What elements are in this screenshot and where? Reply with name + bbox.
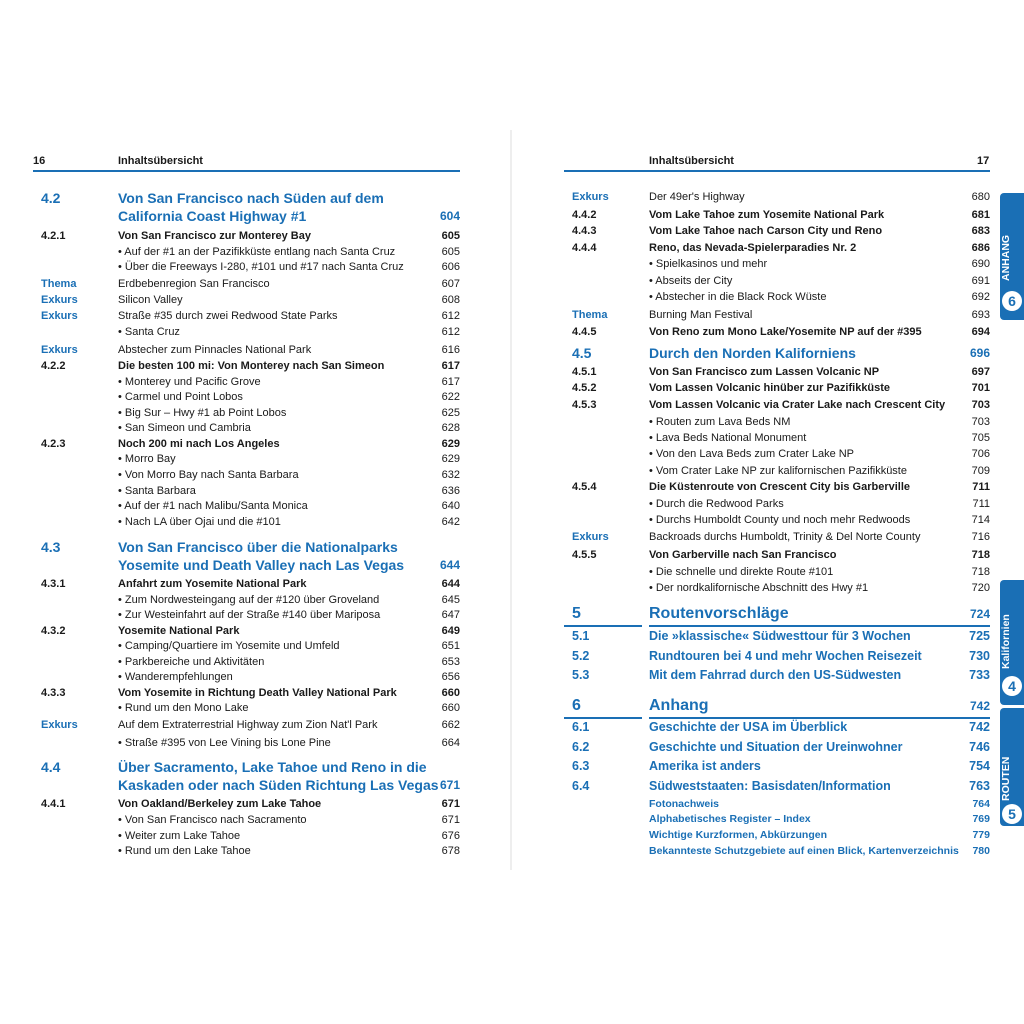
toc-entry-page: 616 bbox=[441, 344, 460, 356]
toc-entry-title: Vom Lassen Volcanic via Crater Lake nach Crescent City bbox=[649, 399, 946, 411]
toc-entry-title: • Camping/Quartiere im Yosemite und Umfeld bbox=[118, 640, 340, 652]
toc-entry-page: 694 bbox=[971, 326, 990, 338]
toc-entry-page: 742 bbox=[969, 699, 990, 713]
toc-entry-page: 678 bbox=[441, 845, 460, 857]
toc-entry-title: Geschichte der USA im Überblick bbox=[649, 720, 848, 734]
toc-entry-page: 622 bbox=[441, 391, 460, 403]
toc-entry-title: Anfahrt zum Yosemite National Park bbox=[118, 578, 307, 590]
toc-entry-page: 671 bbox=[439, 778, 460, 792]
toc-entry-title: Wichtige Kurzformen, Abkürzungen bbox=[649, 829, 828, 841]
toc-entry-page: 642 bbox=[441, 516, 460, 528]
toc-entry-page: 607 bbox=[441, 278, 460, 290]
toc-entry-title: • Vom Crater Lake NP zur kalifornischen Pazifikküste bbox=[649, 465, 907, 477]
toc-entry-number: 4.5.5 bbox=[572, 549, 597, 561]
toc-entry-number: 5 bbox=[572, 605, 581, 622]
left-running-header: Inhaltsübersicht bbox=[118, 155, 203, 167]
toc-entry-title: Yosemite und Death Valley nach Las Vegas bbox=[118, 557, 405, 573]
toc-entry-title: • Santa Barbara bbox=[118, 485, 196, 497]
toc-entry-page: 733 bbox=[969, 668, 990, 682]
toc-entry-number: 4.4 bbox=[41, 759, 61, 775]
toc-entry-page: 769 bbox=[972, 813, 990, 825]
toc-entry-page: 724 bbox=[969, 607, 990, 621]
toc-entry-title: Backroads durchs Humboldt, Trinity & Del Norte County bbox=[649, 531, 921, 543]
toc-entry-page: 709 bbox=[971, 465, 990, 477]
toc-entry-page: 656 bbox=[441, 671, 460, 683]
toc-entry-number: 4.4.2 bbox=[572, 209, 597, 221]
toc-entry-title: • Monterey und Pacific Grove bbox=[118, 376, 261, 388]
toc-entry-title: • Routen zum Lava Beds NM bbox=[649, 416, 791, 428]
left-toc bbox=[41, 0, 460, 1024]
toc-entry-number: 4.3.1 bbox=[41, 578, 66, 590]
toc-entry-page: 718 bbox=[971, 566, 990, 578]
toc-entry-page: 612 bbox=[441, 326, 460, 338]
toc-entry-title: Vom Lake Tahoe nach Carson City und Reno bbox=[649, 225, 883, 237]
toc-entry-title: Bekannteste Schutzgebiete auf einen Blick, Kartenverzeichnis bbox=[649, 845, 959, 857]
toc-entry-page: 779 bbox=[972, 829, 990, 841]
toc-entry-title: Anhang bbox=[649, 697, 709, 714]
toc-entry-page: 716 bbox=[971, 531, 990, 543]
toc-entry-title: Straße #35 durch zwei Redwood State Parks bbox=[118, 310, 338, 322]
toc-entry-title: Von Reno zum Mono Lake/Yosemite NP auf der #395 bbox=[649, 326, 922, 338]
chapter-rule bbox=[564, 625, 642, 627]
toc-entry-title: • Big Sur – Hwy #1 ab Point Lobos bbox=[118, 407, 287, 419]
toc-entry-title: • Durch die Redwood Parks bbox=[649, 498, 784, 510]
toc-entry-title: • Von San Francisco nach Sacramento bbox=[118, 814, 307, 826]
toc-entry-title: • Straße #395 von Lee Vining bis Lone Pine bbox=[118, 737, 331, 749]
toc-entry-number: 6.3 bbox=[572, 759, 590, 773]
toc-entry-title: Yosemite National Park bbox=[118, 625, 240, 637]
toc-entry-number: 4.5.2 bbox=[572, 382, 597, 394]
tab-anhang-number: 6 bbox=[1002, 291, 1022, 311]
toc-entry-number: 4.4.3 bbox=[572, 225, 597, 237]
toc-entry-title: • Santa Cruz bbox=[118, 326, 180, 338]
toc-entry-page: 604 bbox=[439, 209, 460, 223]
toc-entry-number: 4.4.5 bbox=[572, 326, 597, 338]
toc-entry-page: 629 bbox=[441, 438, 460, 450]
toc-entry-page: 625 bbox=[441, 407, 460, 419]
toc-entry-number: Exkurs bbox=[41, 310, 78, 322]
toc-entry-page: 711 bbox=[972, 481, 990, 493]
toc-entry-title: Die besten 100 mi: Von Monterey nach San Simeon bbox=[118, 360, 385, 372]
toc-entry-number: Exkurs bbox=[41, 719, 78, 731]
toc-entry-title: Südweststaaten: Basisdaten/Information bbox=[649, 779, 891, 793]
toc-entry-page: 645 bbox=[441, 594, 460, 606]
toc-entry-number: 5.3 bbox=[572, 668, 590, 682]
toc-entry-page: 671 bbox=[441, 798, 460, 810]
toc-entry-title: • Auf der #1 an der Pazifikküste entlang nach Santa Cruz bbox=[118, 246, 396, 258]
toc-entry-page: 608 bbox=[441, 294, 460, 306]
toc-entry-title: • Zur Westeinfahrt auf der Straße #140 über Mariposa bbox=[118, 609, 381, 621]
tab-routen-number: 5 bbox=[1002, 804, 1022, 824]
toc-entry-page: 692 bbox=[971, 291, 990, 303]
toc-entry-page: 703 bbox=[971, 399, 990, 411]
toc-entry-title: Burning Man Festival bbox=[649, 309, 753, 321]
toc-entry-title: Geschichte und Situation der Ureinwohner bbox=[649, 740, 903, 754]
toc-entry-page: 660 bbox=[441, 702, 460, 714]
chapter-rule bbox=[649, 625, 990, 627]
toc-entry-title: • Weiter zum Lake Tahoe bbox=[118, 830, 241, 842]
toc-entry-title: Reno, das Nevada-Spielerparadies Nr. 2 bbox=[649, 242, 857, 254]
toc-entry-title: • Abstecher in die Black Rock Wüste bbox=[649, 291, 827, 303]
toc-entry-page: 606 bbox=[441, 261, 460, 273]
toc-entry-number: 4.5.3 bbox=[572, 399, 597, 411]
toc-entry-title: Vom Lassen Volcanic hinüber zur Pazifikküste bbox=[649, 382, 891, 394]
toc-entry-page: 664 bbox=[441, 737, 460, 749]
toc-entry-page: 681 bbox=[971, 209, 990, 221]
toc-entry-page: 686 bbox=[971, 242, 990, 254]
toc-entry-page: 690 bbox=[971, 258, 990, 270]
toc-entry-page: 711 bbox=[972, 498, 990, 510]
toc-entry-number: 4.2.1 bbox=[41, 230, 66, 242]
left-page bbox=[0, 0, 510, 1024]
toc-entry-page: 644 bbox=[439, 558, 460, 572]
toc-entry-number: 4.5.1 bbox=[572, 366, 597, 378]
toc-entry-number: 4.2 bbox=[41, 190, 61, 206]
tab-kalifornien-label: Kalifornien bbox=[1000, 614, 1012, 670]
toc-entry-page: 683 bbox=[971, 225, 990, 237]
toc-entry-page: 763 bbox=[969, 779, 990, 793]
toc-entry-page: 612 bbox=[441, 310, 460, 322]
toc-entry-number: 4.2.3 bbox=[41, 438, 66, 450]
toc-entry-title: Vom Lake Tahoe zum Yosemite National Park bbox=[649, 209, 885, 221]
toc-entry-title: • Abseits der City bbox=[649, 275, 733, 287]
toc-entry-title: • Nach LA über Ojai und die #101 bbox=[118, 516, 281, 528]
toc-entry-title: Abstecher zum Pinnacles National Park bbox=[118, 344, 312, 356]
toc-entry-page: 629 bbox=[441, 453, 460, 465]
toc-entry-page: 649 bbox=[441, 625, 460, 637]
toc-entry-number: Exkurs bbox=[41, 344, 78, 356]
toc-entry-page: 691 bbox=[971, 275, 990, 287]
tab-anhang-label: ANHANG bbox=[1000, 234, 1012, 282]
toc-entry-title: Der 49er's Highway bbox=[649, 191, 745, 203]
toc-entry-page: 605 bbox=[441, 230, 460, 242]
toc-entry-title: Die »klassische« Südwesttour für 3 Wochen bbox=[649, 629, 911, 643]
toc-entry-number: Exkurs bbox=[572, 531, 609, 543]
toc-entry-number: 4.3.2 bbox=[41, 625, 66, 637]
toc-entry-page: 701 bbox=[971, 382, 990, 394]
toc-entry-page: 746 bbox=[969, 740, 990, 754]
toc-entry-title: Von Oakland/Berkeley zum Lake Tahoe bbox=[118, 798, 322, 810]
toc-entry-number: Thema bbox=[41, 278, 77, 290]
toc-entry-number: 5.1 bbox=[572, 629, 590, 643]
toc-entry-title: Fotonachweis bbox=[649, 798, 720, 810]
toc-entry-page: 720 bbox=[971, 582, 990, 594]
toc-entry-page: 660 bbox=[441, 687, 460, 699]
toc-entry-page: 696 bbox=[969, 346, 990, 360]
toc-entry-title: Von San Francisco nach Süden auf dem bbox=[118, 190, 384, 206]
right-page-number: 17 bbox=[977, 155, 990, 167]
tab-kalifornien[interactable] bbox=[1000, 580, 1024, 705]
toc-entry-page: 693 bbox=[971, 309, 990, 321]
toc-entry-page: 764 bbox=[972, 798, 990, 810]
toc-entry-page: 730 bbox=[969, 649, 990, 663]
toc-entry-page: 647 bbox=[441, 609, 460, 621]
right-page bbox=[512, 0, 1024, 1024]
toc-entry-number: 4.4.1 bbox=[41, 798, 66, 810]
toc-entry-title: • Über die Freeways I-280, #101 und #17 nach Santa Cruz bbox=[118, 261, 404, 273]
toc-entry-title: • San Simeon und Cambria bbox=[118, 422, 251, 434]
toc-entry-title: Vom Yosemite in Richtung Death Valley National Park bbox=[118, 687, 397, 699]
toc-entry-number: 6.2 bbox=[572, 740, 590, 754]
toc-entry-title: Auf dem Extraterrestrial Highway zum Zion Nat'l Park bbox=[118, 719, 378, 731]
toc-entry-number: 4.3 bbox=[41, 539, 61, 555]
toc-entry-title: Von San Francisco zum Lassen Volcanic NP bbox=[649, 366, 880, 378]
toc-entry-page: 644 bbox=[441, 578, 460, 590]
toc-entry-page: 714 bbox=[971, 514, 990, 526]
toc-entry-title: • Spielkasinos und mehr bbox=[649, 258, 768, 270]
toc-entry-title: Noch 200 mi nach Los Angeles bbox=[118, 438, 280, 450]
toc-entry-number: 6.4 bbox=[572, 779, 590, 793]
toc-entry-title: • Rund um den Lake Tahoe bbox=[118, 845, 251, 857]
toc-entry-title: Durch den Norden Kaliforniens bbox=[649, 345, 856, 361]
right-running-header: Inhaltsübersicht bbox=[649, 155, 734, 167]
toc-entry-title: Rundtouren bei 4 und mehr Wochen Reisezeit bbox=[649, 649, 922, 663]
toc-entry-number: 5.2 bbox=[572, 649, 590, 663]
toc-entry-title: Mit dem Fahrrad durch den US-Südwesten bbox=[649, 668, 902, 682]
toc-entry-title: • Morro Bay bbox=[118, 453, 176, 465]
toc-entry-title: Routenvorschläge bbox=[649, 605, 789, 622]
toc-entry-title: Von San Francisco über die Nationalparks bbox=[118, 539, 398, 555]
toc-entry-page: 636 bbox=[441, 485, 460, 497]
toc-entry-title: • Auf der #1 nach Malibu/Santa Monica bbox=[118, 500, 308, 512]
toc-entry-page: 680 bbox=[971, 191, 990, 203]
toc-entry-page: 697 bbox=[971, 366, 990, 378]
left-page-number: 16 bbox=[33, 155, 46, 167]
toc-entry-page: 705 bbox=[971, 432, 990, 444]
toc-entry-title: Amerika ist anders bbox=[649, 759, 761, 773]
toc-entry-page: 780 bbox=[972, 845, 990, 857]
toc-entry-number: Exkurs bbox=[41, 294, 78, 306]
toc-entry-page: 640 bbox=[441, 500, 460, 512]
toc-entry-page: 653 bbox=[441, 656, 460, 668]
toc-entry-page: 632 bbox=[441, 469, 460, 481]
toc-entry-title: California Coast Highway #1 bbox=[118, 208, 307, 224]
toc-entry-title: Kaskaden oder nach Süden Richtung Las Vegas bbox=[118, 777, 439, 793]
toc-entry-number: 6 bbox=[572, 697, 581, 714]
toc-entry-title: • Wanderempfehlungen bbox=[118, 671, 233, 683]
toc-entry-page: 628 bbox=[441, 422, 460, 434]
toc-entry-number: Exkurs bbox=[572, 191, 609, 203]
toc-entry-page: 754 bbox=[969, 759, 990, 773]
right-toc bbox=[572, 0, 990, 1024]
toc-entry-number: 4.2.2 bbox=[41, 360, 66, 372]
toc-entry-page: 662 bbox=[441, 719, 460, 731]
toc-entry-page: 617 bbox=[441, 360, 460, 372]
toc-entry-number: Thema bbox=[572, 309, 608, 321]
toc-entry-title: • Zum Nordwesteingang auf der #120 über Groveland bbox=[118, 594, 380, 606]
toc-entry-page: 605 bbox=[441, 246, 460, 258]
toc-entry-title: • Carmel und Point Lobos bbox=[118, 391, 243, 403]
toc-entry-title: Die Küstenroute von Crescent City bis Garberville bbox=[649, 481, 911, 493]
tab-routen-label: ROUTEN bbox=[1000, 756, 1012, 802]
toc-entry-title: • Parkbereiche und Aktivitäten bbox=[118, 656, 265, 668]
tab-anhang[interactable] bbox=[1000, 193, 1024, 320]
toc-entry-title: • Rund um den Mono Lake bbox=[118, 702, 249, 714]
toc-entry-page: 651 bbox=[441, 640, 460, 652]
toc-entry-page: 676 bbox=[441, 830, 460, 842]
toc-entry-title: Silicon Valley bbox=[118, 294, 183, 306]
toc-entry-number: 4.5 bbox=[572, 345, 592, 361]
toc-entry-number: 4.5.4 bbox=[572, 481, 597, 493]
toc-entry-number: 4.3.3 bbox=[41, 687, 66, 699]
toc-entry-page: 703 bbox=[971, 416, 990, 428]
toc-entry-title: • Durchs Humboldt County und noch mehr Redwoods bbox=[649, 514, 911, 526]
toc-entry-title: • Von Morro Bay nach Santa Barbara bbox=[118, 469, 299, 481]
tab-routen[interactable] bbox=[1000, 708, 1024, 826]
tab-kalifornien-number: 4 bbox=[1002, 676, 1022, 696]
toc-entry-page: 725 bbox=[969, 629, 990, 643]
toc-entry-number: 6.1 bbox=[572, 720, 590, 734]
toc-entry-page: 706 bbox=[971, 448, 990, 460]
toc-entry-title: Von San Francisco zur Monterey Bay bbox=[118, 230, 311, 242]
toc-entry-title: Von Garberville nach San Francisco bbox=[649, 549, 837, 561]
toc-entry-title: • Von den Lava Beds zum Crater Lake NP bbox=[649, 448, 855, 460]
toc-entry-page: 617 bbox=[441, 376, 460, 388]
toc-entry-title: • Der nordkalifornische Abschnitt des Hwy #1 bbox=[649, 582, 869, 594]
toc-entry-title: Alphabetisches Register – Index bbox=[649, 813, 811, 825]
toc-entry-number: 4.4.4 bbox=[572, 242, 597, 254]
toc-entry-title: Über Sacramento, Lake Tahoe und Reno in die bbox=[118, 759, 427, 775]
toc-entry-page: 671 bbox=[441, 814, 460, 826]
toc-entry-title: • Die schnelle und direkte Route #101 bbox=[649, 566, 834, 578]
toc-entry-page: 718 bbox=[971, 549, 990, 561]
toc-entry-title: • Lava Beds National Monument bbox=[649, 432, 807, 444]
toc-entry-page: 742 bbox=[969, 720, 990, 734]
toc-entry-title: Erdbebenregion San Francisco bbox=[118, 278, 270, 290]
